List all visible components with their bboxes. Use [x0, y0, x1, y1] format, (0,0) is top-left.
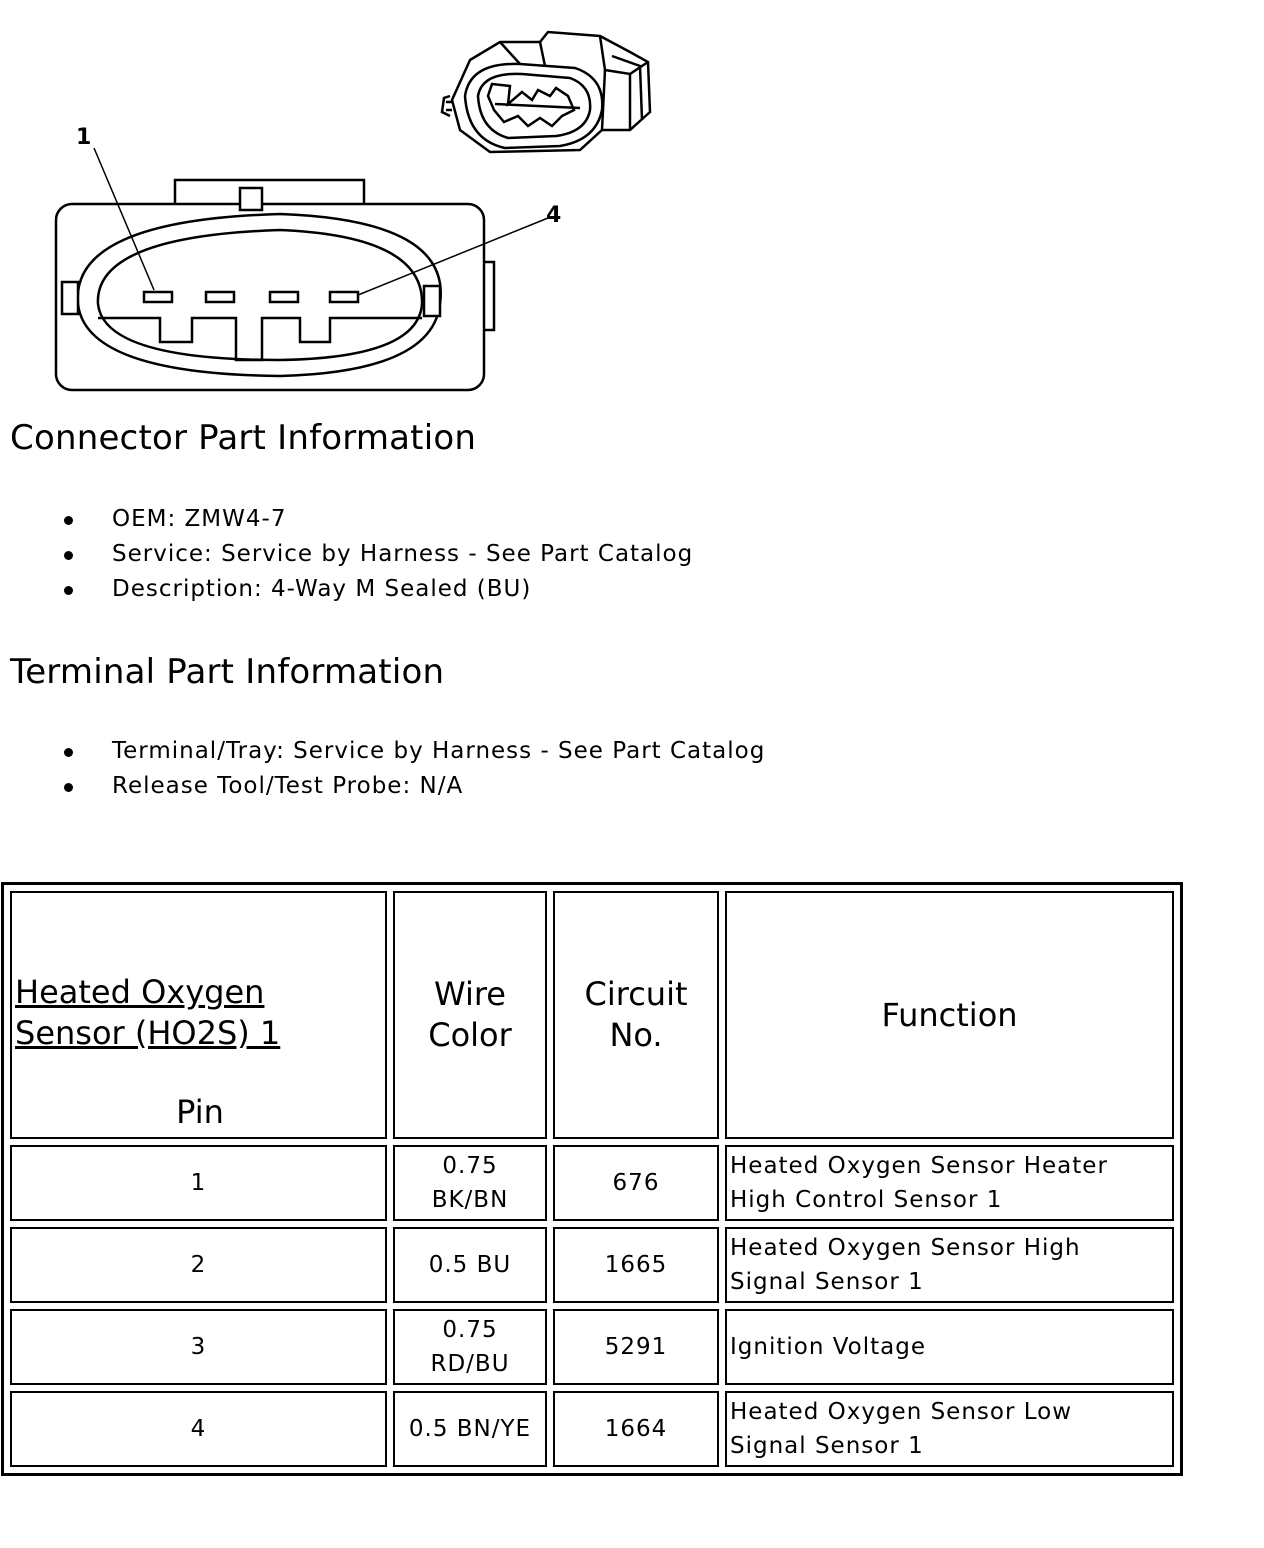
pin-table	[1, 882, 1183, 1476]
connector-front-view	[56, 180, 494, 390]
pin-slot-3	[270, 292, 298, 302]
pin-slot-4	[330, 292, 358, 302]
pin-slot-2	[206, 292, 234, 302]
function-cell: Heated Oxygen Sensor Low Signal Sensor 1	[725, 1391, 1174, 1467]
pin-cell: 3	[10, 1309, 387, 1385]
table-row	[10, 1227, 1174, 1303]
function-cell: Ignition Voltage	[725, 1309, 1174, 1385]
circuit-no-header: Circuit No.	[553, 891, 719, 1139]
pin-cell: 4	[10, 1391, 387, 1467]
list-item: Terminal/Tray: Service by Harness - See Part Catalog	[56, 734, 765, 769]
connector-diagram	[0, 0, 680, 400]
pin-cell: 1	[10, 1145, 387, 1221]
pin-slots	[144, 292, 358, 302]
connector-info-list	[56, 502, 693, 607]
pin-cell: 2	[10, 1227, 387, 1303]
terminal-info-list	[56, 734, 765, 804]
circuit-cell: 676	[553, 1145, 719, 1221]
list-item: Service: Service by Harness - See Part Catalog	[56, 537, 693, 572]
table-header-row	[10, 891, 1174, 1139]
pin-column-header	[10, 891, 387, 1139]
terminal-heading: Terminal Part Information	[10, 652, 445, 692]
wire-color-cell: 0.5 BN/YE	[393, 1391, 547, 1467]
table-row	[10, 1391, 1174, 1467]
wire-color-cell: 0.5 BU	[393, 1227, 547, 1303]
wire-color-header: Wire Color	[393, 891, 547, 1139]
circuit-cell: 1665	[553, 1227, 719, 1303]
list-item: OEM: ZMW4-7	[56, 502, 693, 537]
connector-3d-illustration	[442, 32, 650, 152]
circuit-cell: 5291	[553, 1309, 719, 1385]
connector-name-link[interactable]: Heated Oxygen Sensor (HO2S) 1	[15, 973, 281, 1052]
table-row	[10, 1309, 1174, 1385]
circuit-cell: 1664	[553, 1391, 719, 1467]
callout-lines	[94, 148, 548, 295]
wire-color-cell: 0.75 BK/BN	[393, 1145, 547, 1221]
table-row	[10, 1145, 1174, 1221]
pin-label: Pin	[176, 1093, 224, 1131]
pin-slot-1	[144, 292, 172, 302]
list-item: Release Tool/Test Probe: N/A	[56, 769, 765, 804]
function-cell: Heated Oxygen Sensor Heater High Control Sensor 1	[725, 1145, 1174, 1221]
function-cell: Heated Oxygen Sensor High Signal Sensor 1	[725, 1227, 1174, 1303]
wire-color-cell: 0.75 RD/BU	[393, 1309, 547, 1385]
connector-heading: Connector Part Information	[10, 418, 477, 458]
list-item: Description: 4-Way M Sealed (BU)	[56, 572, 693, 607]
callout-1: 1	[76, 125, 92, 150]
function-header: Function	[725, 891, 1174, 1139]
callout-4: 4	[546, 203, 562, 228]
